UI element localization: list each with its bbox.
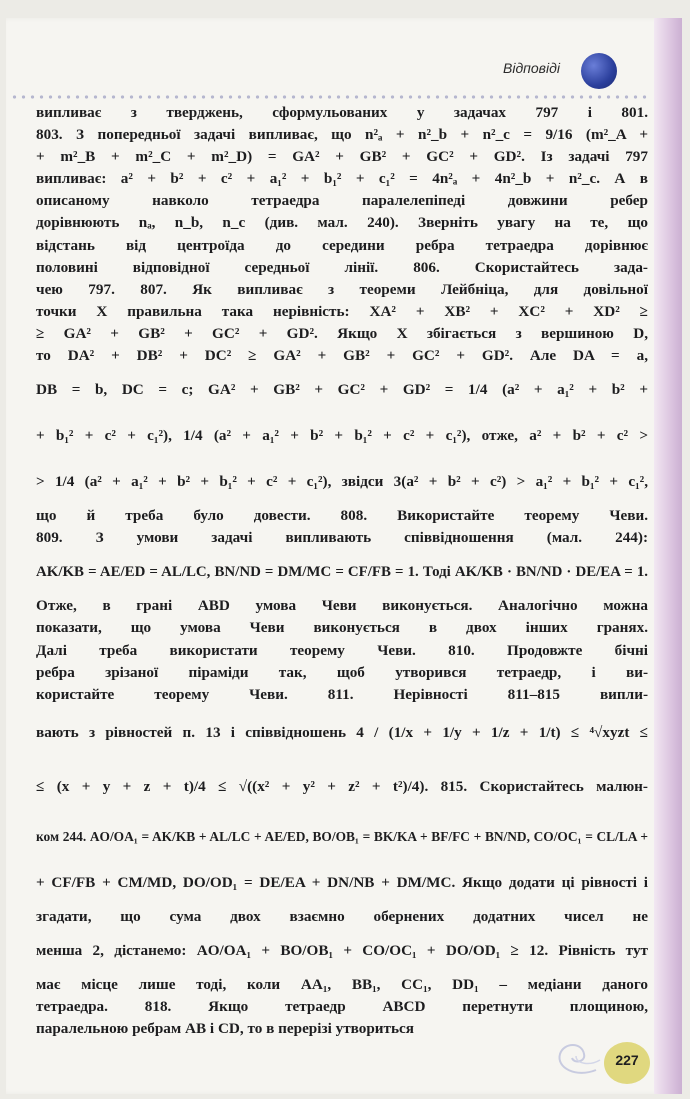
text-line: випливає з тверджень, сформульованих у задачах 797 і 801. (36, 104, 648, 121)
text-line: має місце лише тоді, коли AA₁, BB₁, CC₁, DD₁ – медіани даного (36, 975, 648, 993)
text-line: половині відповідної середньої лінії. 806. Скористайтесь зада- (36, 258, 648, 276)
text-line: показати, що умова Чеви виконується в двох інших гранях. (36, 619, 648, 637)
text-line: менша 2, дістанемо: AO/OA₁ + BO/OB₁ + CO/OC₁ + DO/OD₁ ≥ 12. Рівність тут (36, 941, 648, 959)
section-title: Відповіді (503, 60, 560, 76)
text-line: 809. З умови задачі випливають співвідношення (мал. 244): (36, 529, 648, 547)
text-line: ≤ (x + y + z + t)/4 ≤ √((x² + y² + z² + t²)/4). 815. Скористайтесь малюн- (36, 777, 648, 795)
text-line: відстань від центроїда до середини ребра тетраедра дорівнює (36, 236, 648, 254)
text-line: паралельною ребрам AB і CD, то в перерізі утвориться (36, 1020, 414, 1038)
dotted-divider (10, 94, 650, 100)
decorative-swirl-icon (546, 1030, 606, 1080)
text-line: + m²_B + m²_C + m²_D) = GA² + GB² + GC² + GD². Із задачі 797 (36, 148, 648, 166)
text-line: чею 797. 807. Як випливає з теореми Лейбніца, для довільної (36, 280, 648, 298)
text-line: випливає: a² + b² + c² + a₁² + b₁² + c₁² = 4n²ₐ + 4n²_b + n²_c. А в (36, 170, 648, 188)
text-line: дорівнюють nₐ, n_b, n_c (див. мал. 240). Зверніть увагу на те, що (36, 214, 648, 232)
page-edge-band (654, 18, 682, 1094)
text-line: DB = b, DC = c; GA² + GB² + GC² + GD² = 1/4 (a² + a₁² + b² + (36, 381, 648, 399)
text-line: Отже, в грані ABD умова Чеви виконується. Аналогічно можна (36, 597, 648, 615)
text-line: > 1/4 (a² + a₁² + b² + b₁² + c² + c₁²), звідси 3(a² + b² + c²) > a₁² + b₁² + c₁², (36, 473, 648, 491)
text-line: Далі треба використати теорему Чеви. 810. Продовжте бічні (36, 641, 648, 659)
text-line: ком 244. AO/OA₁ = AK/KB + AL/LC + AE/ED, BO/OB₁ = BK/KA + BF/FC + BN/ND, CO/OC₁ = CL/LA + (36, 828, 648, 844)
text-line: користайте теорему Чеви. 811. Нерівності 811–815 випли- (36, 685, 648, 703)
text-line: описаному навколо тетраедра паралелепіпеді довжини ребер (36, 192, 648, 210)
text-line: ребра зрізаної піраміди так, щоб утворився тетраедр, і ви- (36, 663, 648, 681)
book-page (6, 18, 682, 1094)
text-line: то DA² + DB² + DC² ≥ GA² + GB² + GC² + GD². Але DA = a, (36, 347, 648, 365)
section-marker-circle (581, 53, 617, 89)
text-line: 803. З попередньої задачі випливає, що n²ₐ + n²_b + n²_c = 9/16 (m²_A + (36, 126, 648, 144)
page-number-badge (604, 1042, 650, 1084)
answer-text (36, 102, 648, 1040)
text-line: що й треба було довести. 808. Використайте теорему Чеви. (36, 507, 648, 525)
text-line: + b₁² + c² + c₁²), 1/4 (a² + a₁² + b² + b₁² + c² + c₁²), отже, a² + b² + c² > (36, 427, 648, 445)
text-line: згадати, що сума двох взаємно обернених додатних чисел не (36, 907, 648, 925)
text-line: точки X правильна така нерівність: XA² + XB² + XC² + XD² ≥ (36, 302, 648, 320)
text-line: вають з рівностей п. 13 і співвідношень 4 / (1/x + 1/y + 1/z + 1/t) ≤ ⁴√xyzt ≤ (36, 723, 648, 741)
page-number: 227 (615, 1052, 639, 1068)
text-line: + CF/FB + CM/MD, DO/OD₁ = DE/EA + DN/NB + DM/MC. Якщо додати ці рівності і (36, 873, 648, 891)
text-line: тетраедра. 818. Якщо тетраедр ABCD перетнути площиною, (36, 997, 648, 1015)
text-line: ≥ GA² + GB² + GC² + GD². Якщо X збігається з вершиною D, (36, 324, 648, 342)
text-line: AK/KB = AE/ED = AL/LC, BN/ND = DM/MC = CF/FB = 1. Тоді AK/KB · BN/ND · DE/EA = 1. (36, 564, 648, 581)
